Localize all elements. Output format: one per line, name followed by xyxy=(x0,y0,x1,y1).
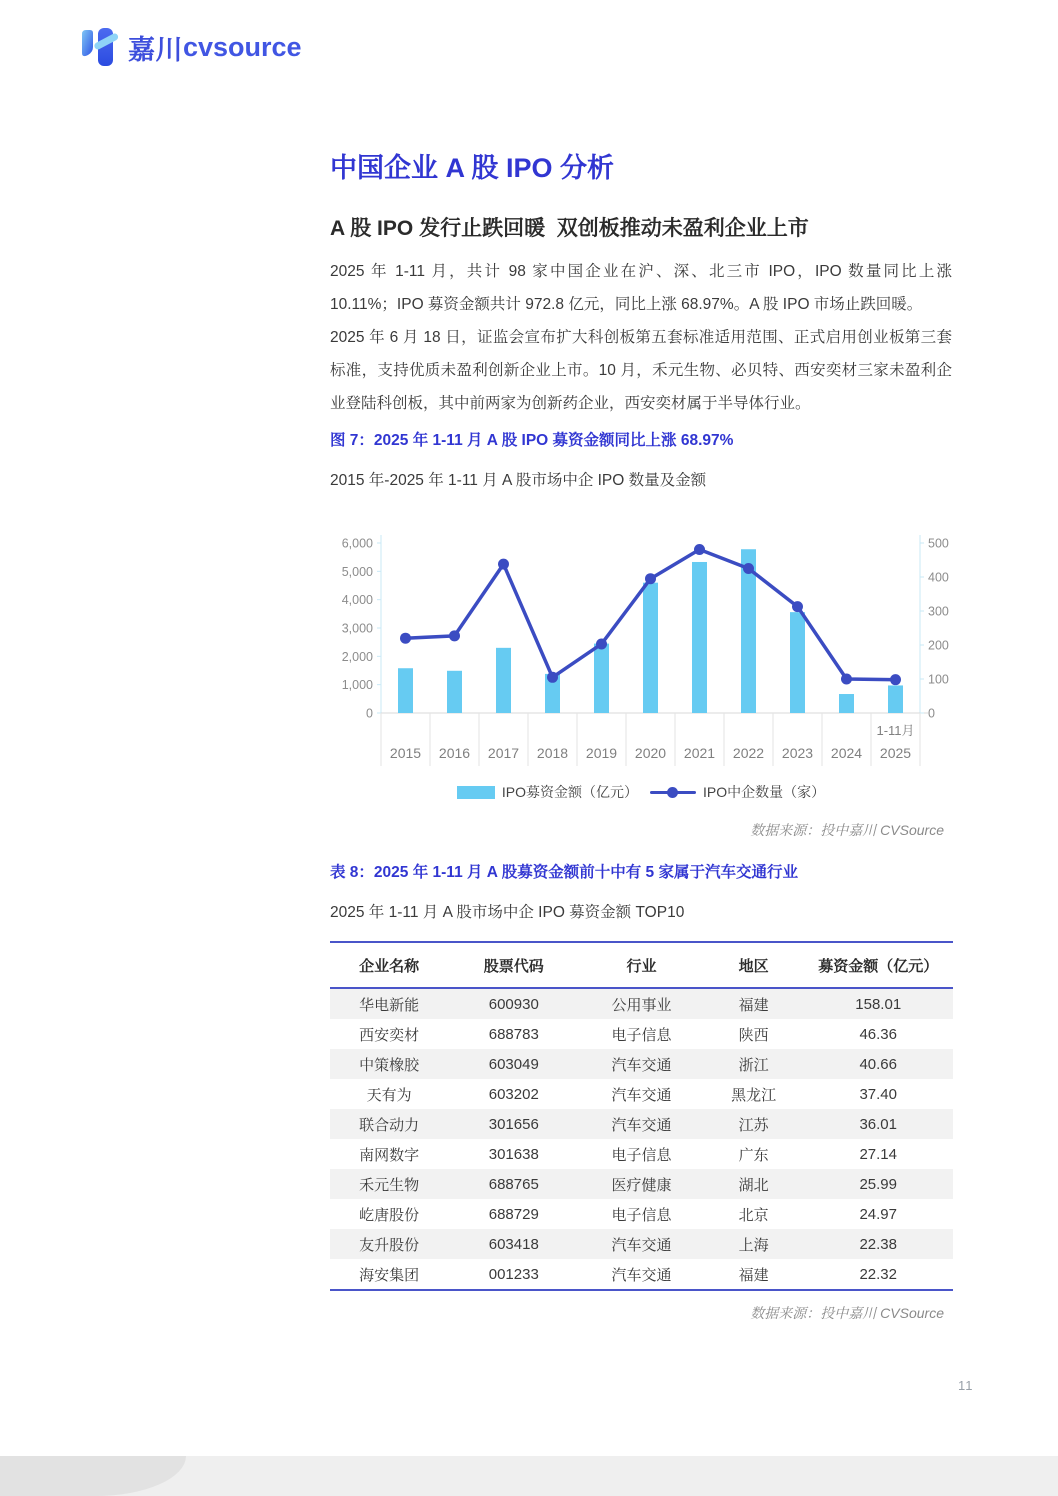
table-cell: 46.36 xyxy=(859,1025,897,1043)
svg-text:200: 200 xyxy=(928,638,949,653)
svg-text:2023: 2023 xyxy=(781,745,814,761)
line-swatch-icon xyxy=(650,786,696,799)
table-cell: 联合动力 xyxy=(359,1116,420,1134)
table-cell: 22.32 xyxy=(859,1265,897,1283)
table-cell: 001233 xyxy=(488,1265,539,1283)
body-paragraph-2: 2025 年 6 月 18 日，证监会宣布扩大科创板第五套标准适用范围、正式启用创业板第三套标准，支持优质未盈利创新企业上市。10 月，禾元生物、必贝特、西安奕材三家未盈利企业登陆科创板，其中前两家为创新药企业，西安奕材属于半导体行业。 xyxy=(330,329,952,412)
footer-decorative-shape xyxy=(0,1456,186,1496)
table-cell: 汽车交通 xyxy=(611,1116,672,1134)
table-row xyxy=(330,1169,953,1199)
svg-text:2017: 2017 xyxy=(487,745,520,761)
table-row xyxy=(330,1259,953,1290)
table-cell: 688783 xyxy=(488,1025,539,1043)
table-cell: 电子信息 xyxy=(611,1146,672,1164)
table-row xyxy=(330,988,953,1019)
table-cell: 天有为 xyxy=(366,1086,412,1104)
table-cell: 西安奕材 xyxy=(359,1026,420,1044)
table-row xyxy=(330,1139,953,1169)
table-subtitle: 2025 年 1-11 月 A 股市场中企 IPO 募资金额 TOP10 xyxy=(330,904,685,921)
content-column xyxy=(330,0,952,1496)
table-row xyxy=(330,1199,953,1229)
table-cell: 36.01 xyxy=(859,1115,897,1133)
column-header: 股票代码 xyxy=(448,942,579,988)
table-cell: 友升股份 xyxy=(359,1236,420,1254)
table-cell: 屹唐股份 xyxy=(359,1206,420,1224)
table-cell: 湖北 xyxy=(738,1176,769,1194)
table-cell: 37.40 xyxy=(859,1085,897,1103)
table-cell: 301656 xyxy=(488,1115,539,1133)
table-cell: 公用事业 xyxy=(611,996,672,1014)
table-cell: 福建 xyxy=(738,1266,769,1284)
section-subtitle: A 股 IPO 发行止跌回暖 双创板推动未盈利企业上市 xyxy=(330,217,809,240)
brand-logo-text xyxy=(128,28,302,67)
svg-text:2019: 2019 xyxy=(585,745,618,761)
column-header: 募资金额（亿元） xyxy=(803,942,953,988)
svg-text:500: 500 xyxy=(928,536,949,551)
table-cell: 25.99 xyxy=(859,1175,897,1193)
legend-label-amount: IPO募资金额（亿元） xyxy=(501,784,638,800)
table-cell: 禾元生物 xyxy=(359,1176,420,1194)
svg-text:1-11月: 1-11月 xyxy=(876,723,915,738)
page-title: 中国企业 A 股 IPO 分析 xyxy=(330,153,615,183)
legend-item-count xyxy=(650,782,825,802)
svg-text:2015: 2015 xyxy=(389,745,422,761)
table-cell: 600930 xyxy=(488,995,539,1013)
table-cell: 301638 xyxy=(488,1145,539,1163)
svg-text:2022: 2022 xyxy=(732,745,765,761)
brand-logo xyxy=(76,24,302,70)
svg-text:2016: 2016 xyxy=(438,745,471,761)
table-cell: 158.01 xyxy=(855,995,902,1013)
table-cell: 603418 xyxy=(488,1235,539,1253)
chart-svg xyxy=(330,518,952,770)
table-cell: 南网数字 xyxy=(359,1146,420,1164)
svg-text:6,000: 6,000 xyxy=(341,536,373,551)
table-row xyxy=(330,1049,953,1079)
column-header: 行业 xyxy=(579,942,704,988)
table-cell: 黑龙江 xyxy=(731,1086,777,1104)
table-cell: 24.97 xyxy=(859,1205,897,1223)
table-cell: 688765 xyxy=(488,1175,539,1193)
chart-legend xyxy=(330,782,952,802)
svg-text:100: 100 xyxy=(928,672,949,687)
table-row xyxy=(330,1109,953,1139)
ipo-top10-table xyxy=(330,941,953,1291)
page-number: 11 xyxy=(958,1378,974,1393)
body-paragraph-1: 2025 年 1-11 月，共计 98 家中国企业在沪、深、北三市 IPO，IPO 数量同比上涨 10.11%；IPO 募资金额共计 972.8 亿元，同比上涨 68.97%。A 股 IPO 市场止跌回暖。 xyxy=(330,263,952,313)
svg-text:0: 0 xyxy=(928,706,935,721)
table-row xyxy=(330,1229,953,1259)
table-row xyxy=(330,1019,953,1049)
footer-bar xyxy=(0,1456,1058,1496)
brand-logo-icon xyxy=(76,24,120,70)
svg-text:300: 300 xyxy=(928,604,949,619)
table-cell: 海安集团 xyxy=(359,1266,420,1284)
column-header: 地区 xyxy=(704,942,804,988)
table-cell: 603049 xyxy=(488,1055,539,1073)
table-cell: 医疗健康 xyxy=(611,1176,672,1194)
svg-text:2,000: 2,000 xyxy=(341,649,373,664)
svg-text:1,000: 1,000 xyxy=(341,678,373,693)
table-cell: 22.38 xyxy=(859,1235,897,1253)
table-cell: 福建 xyxy=(738,996,769,1014)
table-cell: 40.66 xyxy=(859,1055,897,1073)
table-cell: 浙江 xyxy=(738,1056,769,1074)
table-caption: 表 8：2025 年 1-11 月 A 股募资金额前十中有 5 家属于汽车交通行业 xyxy=(330,864,798,881)
chart-subtitle: 2015 年-2025 年 1-11 月 A 股市场中企 IPO 数量及金额 xyxy=(330,472,707,489)
table-source: 数据来源：投中嘉川 CVSource xyxy=(750,1305,944,1321)
legend-item-amount xyxy=(457,782,638,802)
column-header: 企业名称 xyxy=(330,942,448,988)
table-cell: 688729 xyxy=(488,1205,539,1223)
table-cell: 江苏 xyxy=(738,1116,769,1134)
svg-text:400: 400 xyxy=(928,570,949,585)
chart-source: 数据来源：投中嘉川 CVSource xyxy=(750,822,944,838)
table-cell: 27.14 xyxy=(859,1145,897,1163)
bar-swatch-icon xyxy=(457,786,495,799)
figure-caption: 图 7：2025 年 1-11 月 A 股 IPO 募资金额同比上涨 68.97% xyxy=(330,432,734,449)
brand-name-cn: 嘉川 xyxy=(128,34,183,65)
table-cell: 603202 xyxy=(488,1085,539,1103)
table-row xyxy=(330,1079,953,1109)
svg-text:0: 0 xyxy=(366,706,373,721)
svg-text:5,000: 5,000 xyxy=(341,564,373,579)
brand-name-en: cvsource xyxy=(183,31,302,62)
svg-text:2024: 2024 xyxy=(830,745,863,761)
svg-text:4,000: 4,000 xyxy=(341,593,373,608)
table-cell: 中策橡胶 xyxy=(359,1056,420,1074)
table-cell: 电子信息 xyxy=(611,1026,672,1044)
table-header xyxy=(330,942,953,988)
table-cell: 华电新能 xyxy=(359,996,420,1014)
svg-text:2025: 2025 xyxy=(879,745,912,761)
table-cell: 上海 xyxy=(738,1236,769,1254)
ipo-combo-chart xyxy=(330,518,952,770)
table-cell: 汽车交通 xyxy=(611,1056,672,1074)
table-cell: 广东 xyxy=(738,1146,769,1164)
legend-label-count: IPO中企数量（家） xyxy=(703,784,826,800)
table-cell: 汽车交通 xyxy=(611,1086,672,1104)
svg-text:2018: 2018 xyxy=(536,745,569,761)
svg-text:2021: 2021 xyxy=(683,745,716,761)
table-cell: 汽车交通 xyxy=(611,1236,672,1254)
table-cell: 电子信息 xyxy=(611,1206,672,1224)
svg-text:3,000: 3,000 xyxy=(341,621,373,636)
table-cell: 陕西 xyxy=(738,1026,769,1044)
svg-text:2020: 2020 xyxy=(634,745,667,761)
table-cell: 北京 xyxy=(738,1206,769,1224)
table-cell: 汽车交通 xyxy=(611,1266,672,1284)
